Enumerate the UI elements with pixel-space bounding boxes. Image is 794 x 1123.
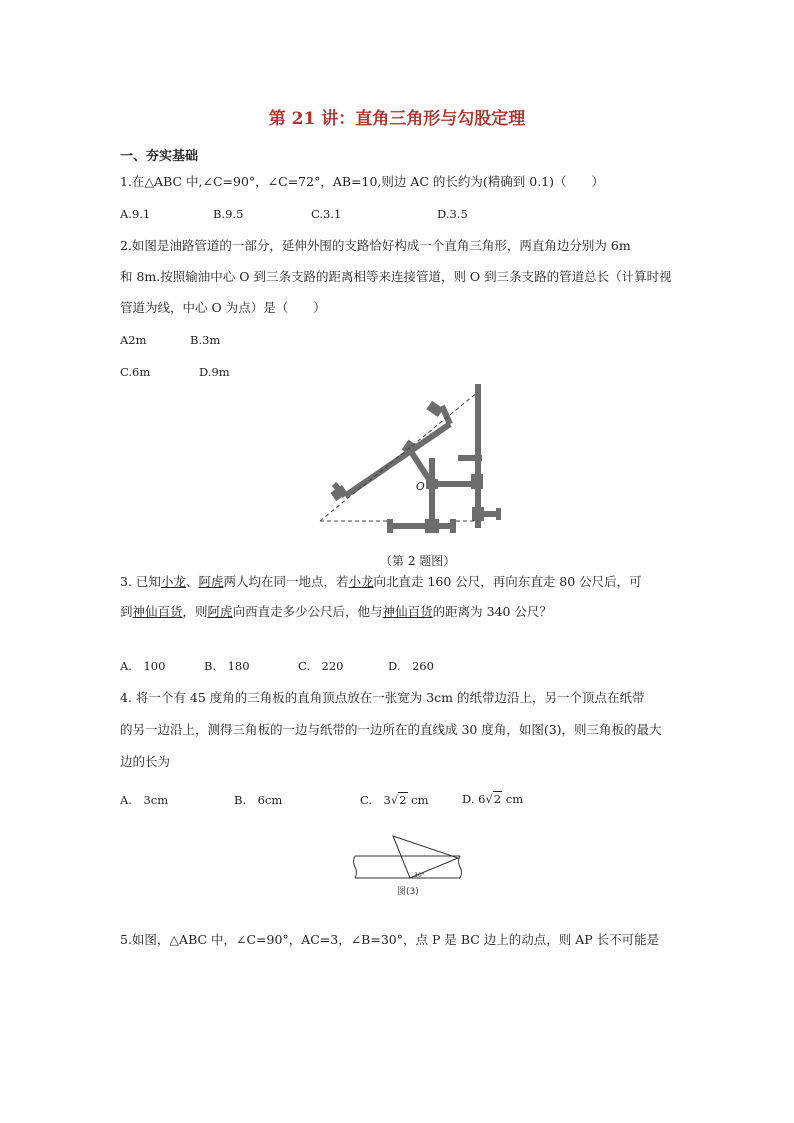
q1-option-b: B.9.5 (213, 207, 244, 221)
q5-text: 5.如图，△ABC 中，∠C=90°，AC=3，∠B=30°，点 P 是 BC 边上的动点，则 AP 长不可能是 (120, 932, 660, 947)
q4-option-c: C. 3√2 cm (360, 793, 429, 807)
q4-option-d: D. 6√2 cm (462, 792, 524, 806)
pipe-diagram (310, 378, 510, 538)
q2-option-d: D.9m (199, 365, 230, 379)
q4-option-b: B. 6cm (234, 793, 283, 807)
paper-strip-figure (350, 832, 465, 902)
q2-option-a: A2m (120, 333, 147, 347)
q4-line-2: 的另一边沿上，测得三角板的一边与纸带的一边所在的直线成 30 度角，如图(3)，则三角板的最大 (120, 722, 662, 737)
q2-line-2: 和 8m.按照输油中心 O 到三条支路的距离相等来连接管道，则 O 到三条支路的管道总长（计算时视 (120, 269, 672, 284)
q3-option-c: C. 220 (298, 659, 344, 673)
center-o-label: O (416, 480, 425, 493)
q3-line-1: 3. 已知小龙、阿虎两人均在同一地点，若小龙向北直走 160 公尺，再向东直走 80 公尺后，可 (120, 574, 642, 589)
page-title: 第 21 讲：直角三角形与勾股定理 (268, 109, 526, 129)
q1-option-a: A.9.1 (120, 207, 151, 221)
q2-line-1: 2.如图是油路管道的一部分，延伸外围的支路恰好构成一个直角三角形，两直角边分别为 6m (120, 238, 631, 253)
q2-caption: （第 2 题图） (380, 554, 456, 568)
q4-line-3: 边的长为 (120, 754, 171, 769)
q3-option-a: A. 100 (120, 659, 166, 673)
q3-option-d: D. 260 (388, 659, 434, 673)
q2-option-c: C.6m (120, 365, 151, 379)
q4-line-1: 4. 将一个有 45 度角的三角板的直角顶点放在一张宽为 3cm 的纸带边沿上，另一个顶点在纸带 (120, 690, 645, 705)
q1-text: 1.在△ABC 中,∠C=90°，∠C=72°，AB=10,则边 AC 的长约为(精确到 0.1)（ ） (120, 174, 605, 189)
q3-line-2: 到神仙百货，则阿虎向西直走多少公尺后，他与神仙百货的距离为 340 公尺？ (120, 604, 552, 619)
q1-option-d: D.3.5 (437, 207, 468, 221)
q4-option-a: A. 3cm (120, 793, 169, 807)
q2-option-b: B.3m (190, 333, 221, 347)
q2-line-3: 管道为线，中心 O 为点）是（ ） (120, 300, 326, 315)
section-heading: 一、夯实基础 (120, 149, 199, 164)
q3-option-b: B. 180 (204, 659, 250, 673)
angle-label: 30° (414, 872, 425, 879)
q4-figure-caption: 图(3) (397, 887, 419, 897)
q1-option-c: C.3.1 (311, 207, 342, 221)
